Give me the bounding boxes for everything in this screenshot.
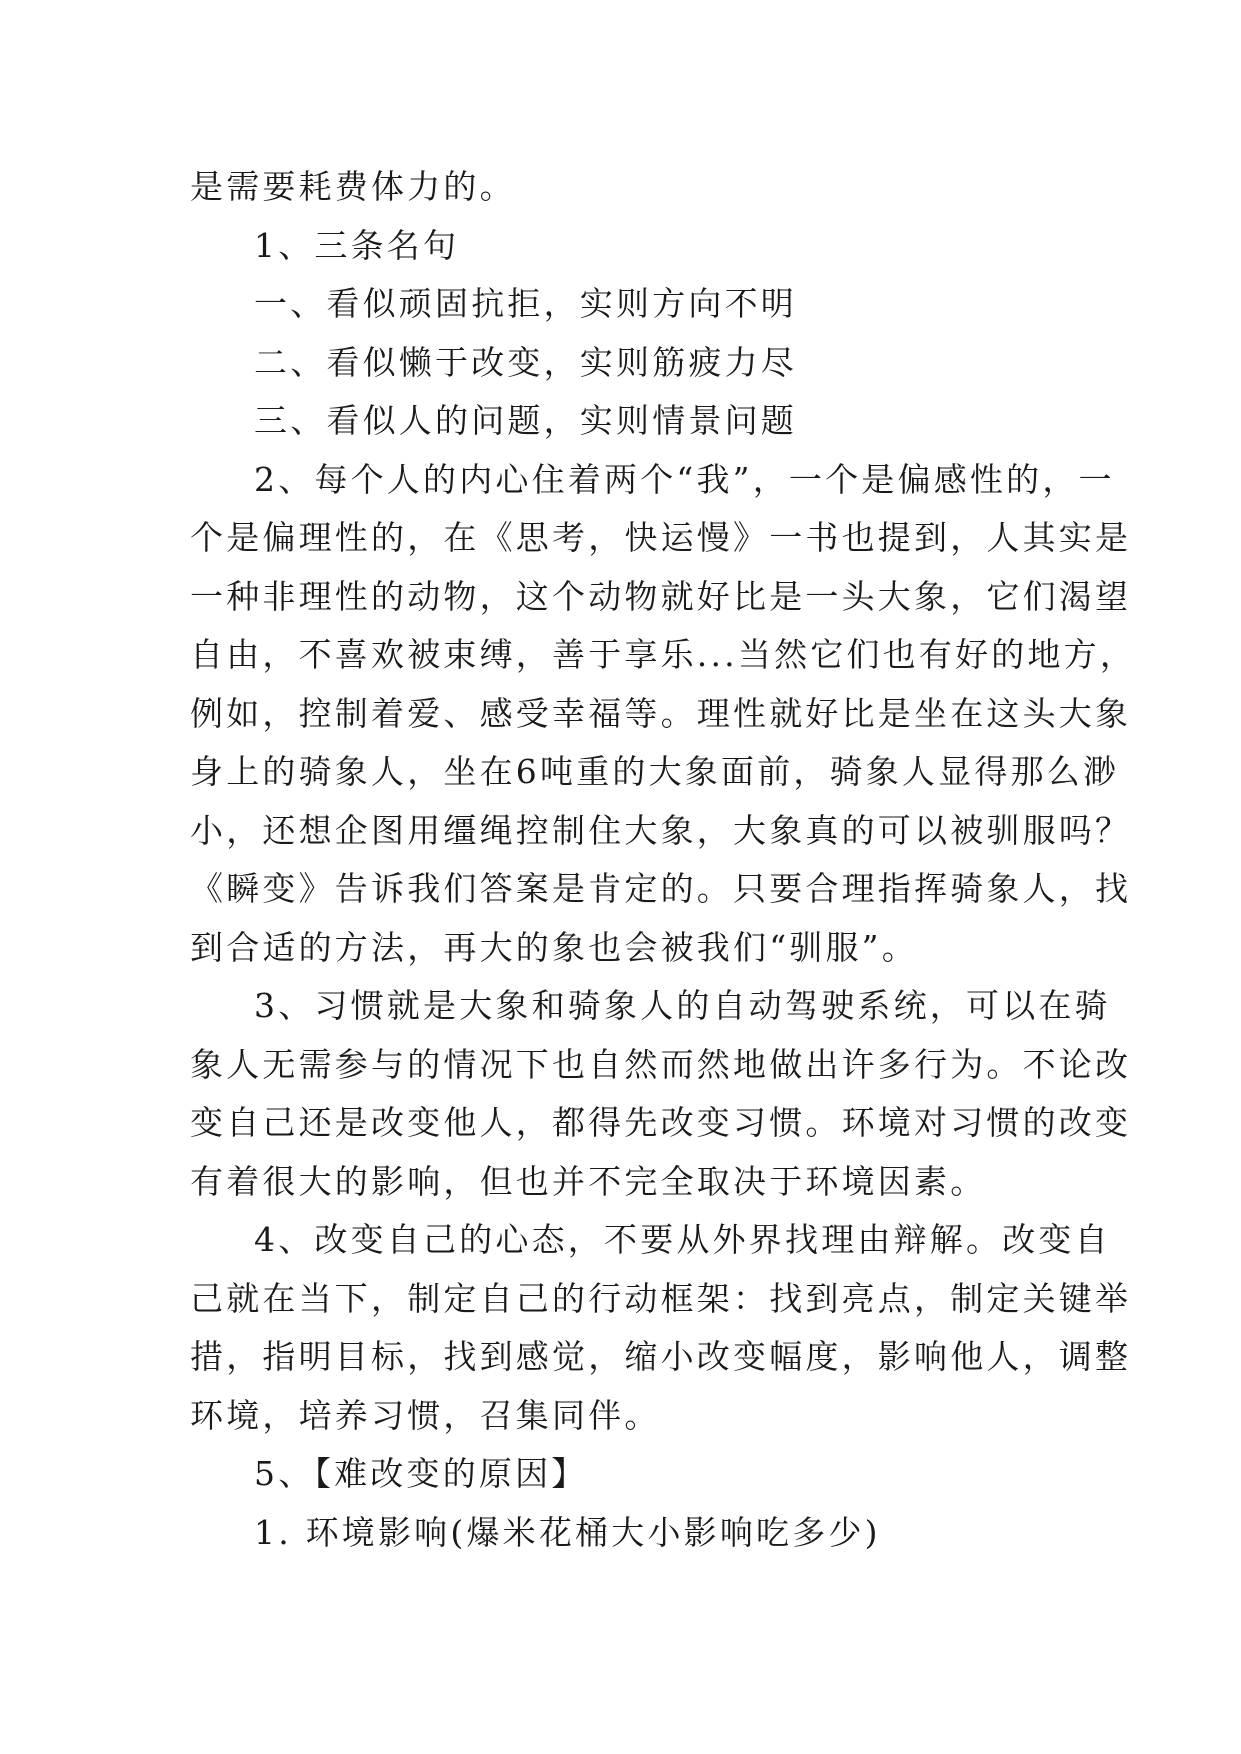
- document-body: [190, 158, 1137, 1562]
- paragraph-2-line: 2、每个人的内心住着两个“我”，一个是偏感性的，一: [254, 459, 1115, 499]
- paragraph-2-line: 《瞬变》告诉我们答案是肯定的。只要合理指挥骑象人，找: [190, 869, 1132, 908]
- list-item-environment: 1. 环境影响(爆米花桶大小影响吃多少): [254, 1512, 881, 1552]
- paragraph-4-line: 己就在当下，制定自己的行动框架：找到亮点，制定关键举: [190, 1278, 1132, 1318]
- paragraph-2-line: 身上的骑象人，坐在6吨重的大象面前，骑象人显得那么渺: [190, 752, 1120, 791]
- quote-line-1: 一、看似顽固抗拒，实则方向不明: [254, 284, 797, 323]
- paragraph-2-line: 例如，控制着爱、感受幸福等。理性就好比是坐在这头大象: [190, 693, 1132, 733]
- paragraph-2-line: 到合适的方法，再大的象也会被我们“驯服”。: [190, 927, 918, 967]
- paragraph-4-line: 4、改变自己的心态，不要从外界找理由辩解。改变自: [254, 1220, 1111, 1259]
- paragraph-2-line: 一种非理性的动物，这个动物就好比是一头大象，它们渴望: [190, 576, 1132, 616]
- paragraph-2-line: 自由，不喜欢被束缚，善于享乐...当然它们也有好的地方，: [190, 635, 1137, 674]
- paragraph-3-line: 3、习惯就是大象和骑象人的自动驾驶系统，可以在骑: [254, 986, 1111, 1025]
- paragraph-3-line: 象人无需参与的情况下也自然而然地做出许多行为。不论改: [190, 1044, 1132, 1084]
- list-heading-famous-quotes: 1、三条名句: [254, 225, 460, 265]
- paragraph-3-line: 有着很大的影响，但也并不完全取决于环境因素。: [190, 1161, 987, 1201]
- paragraph-4-line: 措，指明目标，找到感觉，缩小改变幅度，影响他人，调整: [190, 1337, 1132, 1376]
- paragraph-2-line: 个是偏理性的，在《思考，快运慢》一书也提到，人其实是: [190, 518, 1132, 557]
- quote-line-2: 二、看似懒于改变，实则筋疲力尽: [254, 342, 797, 382]
- quote-line-3: 三、看似人的问题，实则情景问题: [254, 401, 797, 440]
- paragraph-3-line: 变自己还是改变他人，都得先改变习惯。环境对习惯的改变: [190, 1103, 1132, 1142]
- paragraph-2-line: 小，还想企图用缰绳控制住大象，大象真的可以被驯服吗？: [190, 810, 1132, 850]
- body-line: 是需要耗费体力的。: [190, 167, 516, 206]
- paragraph-4-line: 环境，培养习惯，召集同伴。: [190, 1395, 661, 1435]
- section-heading-reasons: 5、【难改变的原因】: [254, 1454, 588, 1493]
